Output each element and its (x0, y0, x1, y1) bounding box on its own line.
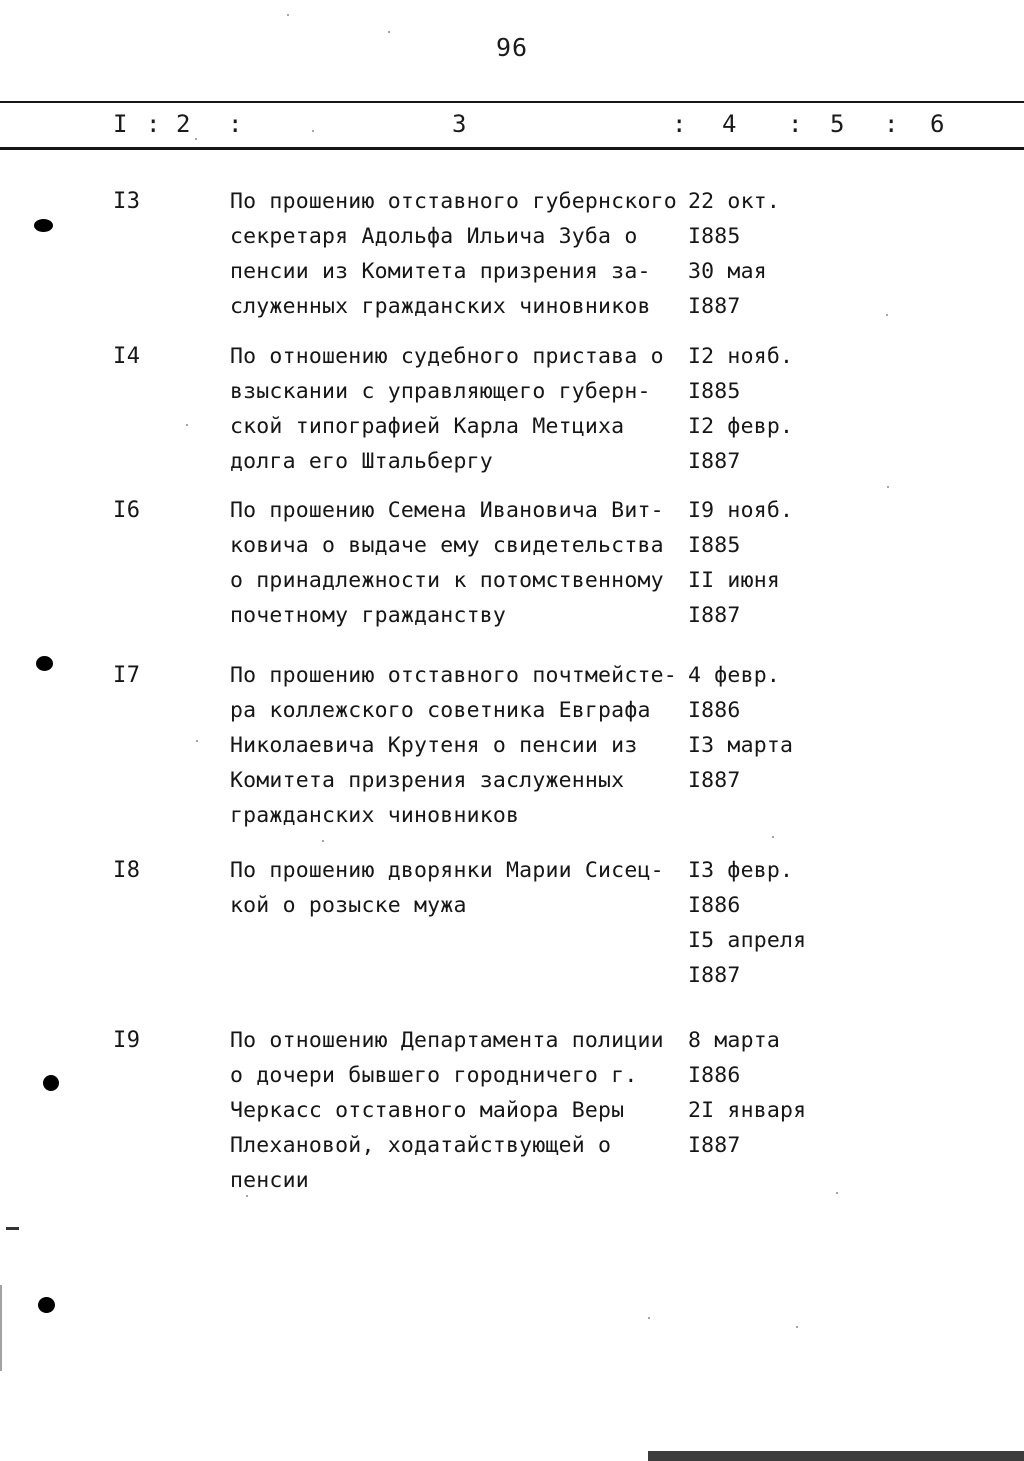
page-number: 96 (495, 33, 529, 62)
scan-artifact-left-edge (0, 1285, 2, 1371)
entry-description-line: долга его Штальбергу (230, 449, 493, 474)
entry-description (230, 658, 680, 833)
entry-number: I6 (113, 498, 141, 523)
entry-description-line: ской типографией Карла Метциха (230, 414, 625, 439)
scan-speck (287, 14, 289, 16)
scan-speck (388, 31, 390, 33)
entry-date-line: I9 нояб. (688, 498, 794, 523)
column-separator-4: : (788, 110, 803, 138)
entry-date-line: 2I января (688, 1098, 807, 1123)
entry-description-line: служенных гражданских чиновников (230, 294, 651, 319)
entry-date-line: I3 февр. (688, 858, 794, 883)
entry-description-line: По прошению отставного почтмейсте- (230, 663, 677, 688)
column-header-6: 6 (930, 110, 945, 138)
entry-description (230, 184, 680, 324)
entry-number: I8 (113, 858, 141, 883)
entry-date-line: I887 (688, 449, 741, 474)
scan-speck (186, 424, 188, 426)
entry-date-line: I887 (688, 768, 741, 793)
entry-number: I4 (113, 344, 141, 369)
entry-description (230, 853, 680, 923)
entry-description-line: Комитета призрения заслуженных (230, 768, 625, 793)
entry-description-line: пенсии из Комитета призрения за- (230, 259, 651, 284)
entry-description-line: Черкасс отставного майора Веры (230, 1098, 625, 1123)
entry-dates (688, 339, 928, 479)
entry-description-line: По отношению судебного пристава о (230, 344, 664, 369)
entry-date-line: I885 (688, 224, 741, 249)
entry-date-line: I887 (688, 1133, 741, 1158)
entry-number: I7 (113, 663, 141, 688)
entry-date-line: I887 (688, 294, 741, 319)
column-separator-1: : (146, 110, 161, 138)
scan-speck (887, 486, 889, 488)
entry-description-line: почетному гражданству (230, 603, 507, 628)
entry-dates (688, 1023, 928, 1163)
column-header-5: 5 (830, 110, 845, 138)
entry-date-line: 8 марта (688, 1028, 781, 1053)
scan-speck (796, 1326, 798, 1328)
entry-description-line: По отношению Департамента полиции (230, 1028, 664, 1053)
entry-number: I9 (113, 1028, 141, 1053)
entry-description (230, 339, 680, 479)
entry-description-line: ра коллежского советника Евграфа (230, 698, 651, 723)
entry-description (230, 1023, 680, 1198)
entry-description-line: Плехановой, ходатайствующей о (230, 1133, 612, 1158)
column-separator-3: : (672, 110, 687, 138)
entry-date-line: I886 (688, 698, 741, 723)
header-rule-top (0, 101, 1024, 103)
entry-date-line: I2 февр. (688, 414, 794, 439)
scan-speck (196, 740, 198, 742)
scan-artifact-bottom-edge (648, 1451, 1024, 1461)
margin-dot-2 (36, 656, 53, 671)
entry-description-line: о дочери бывшего городничего г. (230, 1063, 638, 1088)
entry-date-line: I886 (688, 1063, 741, 1088)
entry-date-line: II июня (688, 568, 781, 593)
column-separator-5: : (884, 110, 899, 138)
entry-description-line: ковича о выдаче ему свидетельства (230, 533, 664, 558)
entry-date-line: 4 февр. (688, 663, 781, 688)
margin-dot-1 (34, 219, 53, 232)
entry-date-line: I5 апреля (688, 928, 807, 953)
entry-description-line: секретаря Адольфа Ильича Зуба о (230, 224, 638, 249)
entry-dates (688, 853, 928, 993)
entry-description (230, 493, 680, 633)
entry-dates (688, 658, 928, 798)
entry-description-line: По прошению Семена Ивановича Вит- (230, 498, 664, 523)
margin-dot-4 (38, 1297, 55, 1313)
scan-speck (322, 840, 324, 842)
column-header-band (0, 101, 1024, 149)
column-header-3: 3 (452, 110, 467, 138)
entry-description-line: пенсии (230, 1168, 309, 1193)
header-rule-bottom (0, 147, 1024, 150)
column-header-1: I (113, 110, 128, 138)
entry-description-line: гражданских чиновников (230, 803, 520, 828)
entry-dates (688, 184, 928, 324)
scan-speck (886, 314, 888, 316)
scan-speck (648, 1317, 650, 1319)
entry-date-line: 22 окт. (688, 189, 781, 214)
margin-dot-3 (43, 1075, 59, 1091)
scan-speck (836, 1192, 838, 1194)
entry-description-line: о принадлежности к потомственному (230, 568, 664, 593)
entry-description-line: кой о розыске мужа (230, 893, 467, 918)
column-header-2: 2 (176, 110, 191, 138)
scan-speck (246, 1195, 248, 1197)
scan-speck (772, 836, 774, 838)
entry-date-line: 30 мая (688, 259, 767, 284)
column-headers (0, 106, 1024, 147)
entry-date-line: I887 (688, 603, 741, 628)
scan-speck (195, 138, 197, 140)
entry-description-line: Николаевича Крутеня о пенсии из (230, 733, 638, 758)
entry-dates (688, 493, 928, 633)
entry-date-line: I886 (688, 893, 741, 918)
column-header-4: 4 (722, 110, 737, 138)
scan-artifact-dash (6, 1227, 19, 1230)
entry-date-line: I887 (688, 963, 741, 988)
entry-description-line: взыскании с управляющего губерн- (230, 379, 651, 404)
column-separator-2: : (228, 110, 243, 138)
entry-date-line: I2 нояб. (688, 344, 794, 369)
entry-date-line: I885 (688, 379, 741, 404)
entry-description-line: По прошению отставного губернского (230, 189, 677, 214)
entry-date-line: I3 марта (688, 733, 794, 758)
entry-date-line: I885 (688, 533, 741, 558)
entry-description-line: По прошению дворянки Марии Сисец- (230, 858, 664, 883)
scan-speck (312, 130, 314, 132)
entry-number: I3 (113, 189, 141, 214)
